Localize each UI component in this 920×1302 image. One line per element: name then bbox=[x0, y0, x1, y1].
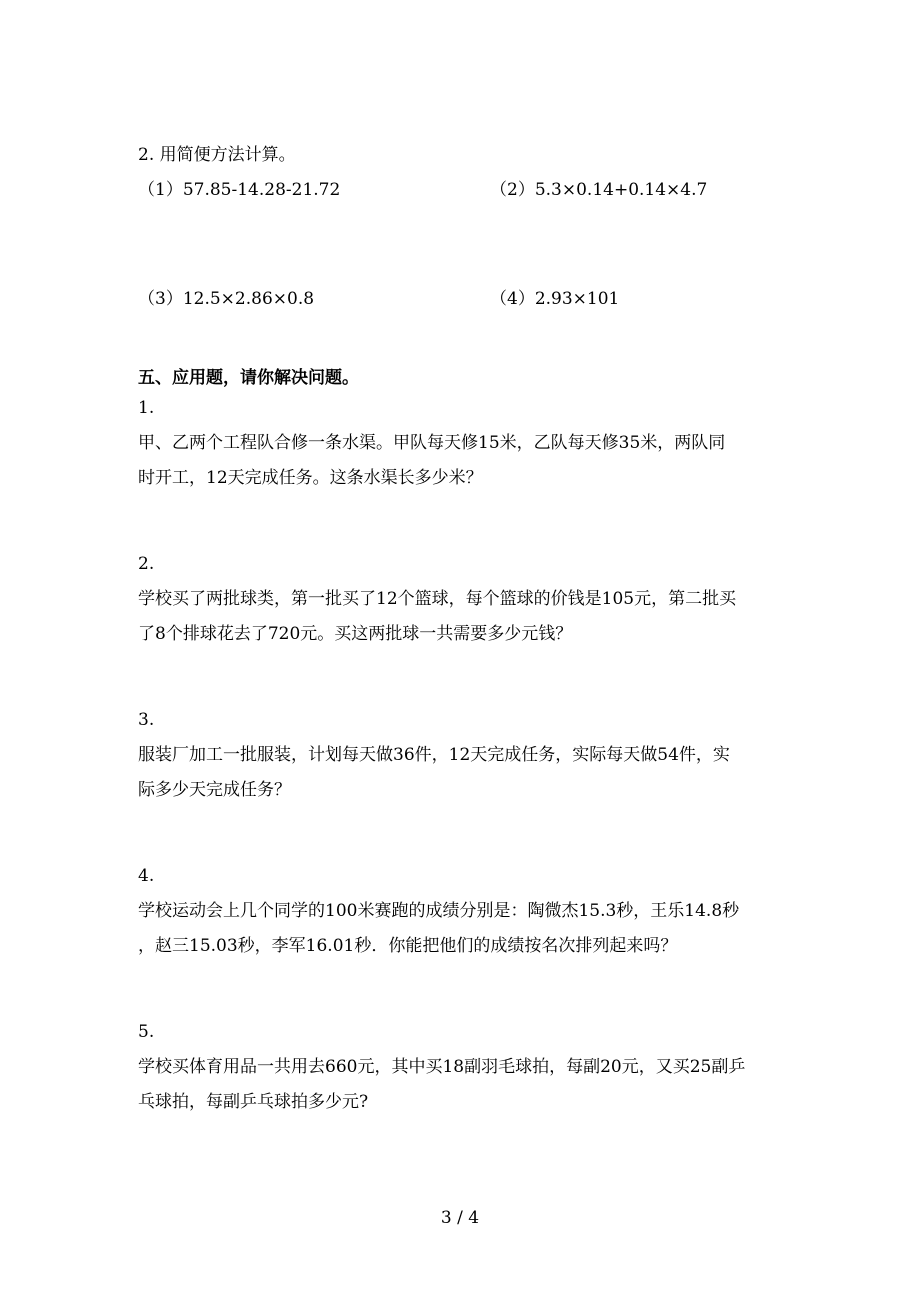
problem-text-line: 际多少天完成任务？ bbox=[138, 780, 291, 800]
problem-text-line: 学校买体育用品一共用去660元，其中买18副羽毛球拍，每副20元，又买25副乒 bbox=[138, 1057, 746, 1077]
problem-number: 1. bbox=[138, 398, 155, 418]
calc-item-1: （1）57.85-14.28-21.72 bbox=[138, 180, 341, 200]
calc-item-2: （2）5.3×0.14+0.14×4.7 bbox=[490, 180, 708, 200]
section-heading: 五、应用题，请你解决问题。 bbox=[138, 368, 359, 388]
problem-text-line: 了8个排球花去了720元。买这两批球一共需要多少元钱？ bbox=[138, 624, 573, 644]
problem-text-line: ，赵三15.03秒，李军16.01秒．你能把他们的成绩按名次排列起来吗？ bbox=[138, 936, 678, 956]
problem-text-line: 学校买了两批球类，第一批买了12个篮球，每个篮球的价钱是105元，第二批买 bbox=[138, 589, 737, 609]
problem-text-line: 甲、乙两个工程队合修一条水渠。甲队每天修15米，乙队每天修35米，两队同 bbox=[138, 433, 726, 453]
page-number: 3 / 4 bbox=[440, 1208, 480, 1228]
problem-text-line: 乓球拍，每副乒乓球拍多少元? bbox=[138, 1092, 369, 1112]
problem-text-line: 学校运动会上几个同学的100米赛跑的成绩分别是：陶微杰15.3秒，王乐14.8秒 bbox=[138, 901, 740, 921]
problem-text-line: 服装厂加工一批服装，计划每天做36件，12天完成任务，实际每天做54件，实 bbox=[138, 745, 730, 765]
problem-text-line: 时开工，12天完成任务。这条水渠长多少米？ bbox=[138, 468, 483, 488]
problem-number: 5. bbox=[138, 1022, 155, 1042]
calc-item-3: （3）12.5×2.86×0.8 bbox=[138, 289, 315, 309]
question-heading: 2. 用简便方法计算。 bbox=[138, 145, 296, 165]
problem-number: 4. bbox=[138, 866, 155, 886]
calc-item-4: （4）2.93×101 bbox=[490, 289, 620, 309]
problem-number: 3. bbox=[138, 710, 155, 730]
problem-number: 2. bbox=[138, 554, 155, 574]
